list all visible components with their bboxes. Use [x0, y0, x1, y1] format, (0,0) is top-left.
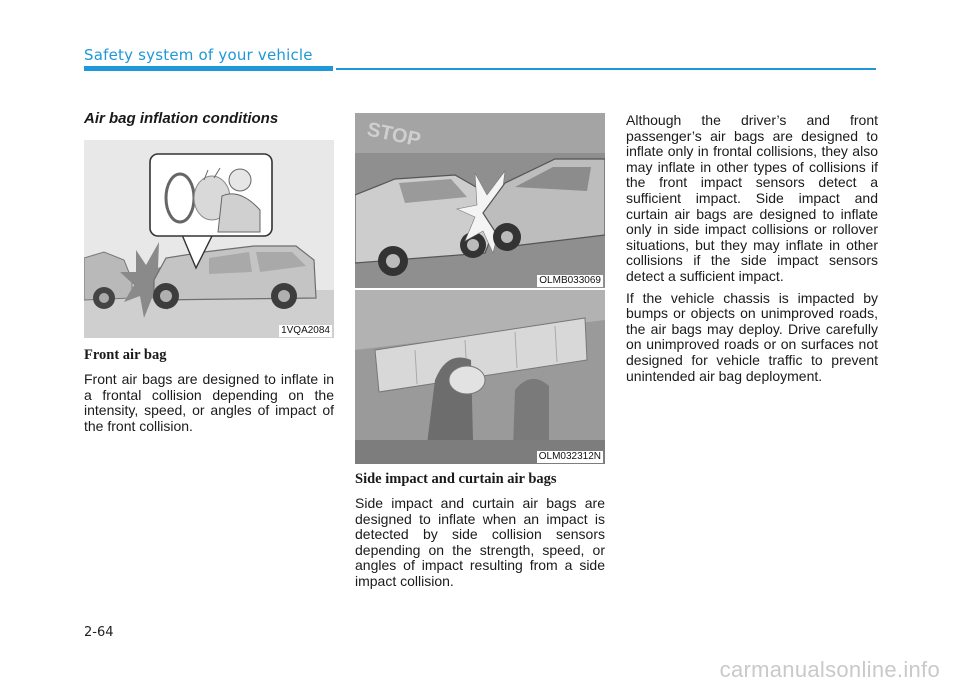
right-column [626, 113, 878, 384]
middle-column [355, 113, 605, 590]
page-number: 2-64 [84, 625, 114, 640]
curtain-airbag-illustration [355, 290, 605, 464]
figure-code-bottom: OLM032312N [538, 451, 601, 462]
right-paragraph-2: If the vehicle chassis is impacted by bumps or objects on unimproved roads, the air bags may deploy. Drive carefully on unimproved roads or on surfaces not designed for vehicle traffic to prevent unintended air bag deployment. [626, 289, 878, 384]
svg-text:STOP: STOP [365, 118, 423, 152]
front-collision-illustration [84, 140, 334, 338]
left-column [84, 110, 334, 434]
side-collision-figure [355, 113, 605, 288]
front-air-bag-text: Front air bags are designed to inflate in a frontal collision depending on the intensity, speed, or angles of impact of the front collision. [84, 371, 334, 434]
subheading-side-impact: Side impact and curtain air bags [355, 471, 557, 487]
figure-code: 1VQA2084 [281, 325, 330, 336]
header-rule-thick [84, 66, 333, 71]
side-collision-illustration [355, 113, 605, 288]
right-paragraph-1: Although the driver’s and front passenger’s air bags are designed to inflate only in frontal collisions, they also may inflate in other types of collisions if the front impact sensors detect a sufficient impact. Side impact and curtain air bags are designed to inflate only in side impact collisions or rollover situations, but they may inflate in other collisions if the side impact sensors detect a sufficient impact. [626, 112, 878, 284]
subheading-front-air-bag: Front air bag [84, 347, 167, 363]
section-header: Safety system of your vehicle [84, 46, 313, 64]
watermark: carmanualsonline.info [719, 657, 940, 682]
front-airbag-figure [84, 140, 334, 338]
header-rule-thin [336, 68, 876, 70]
side-impact-text: Side impact and curtain air bags are designed to inflate when an impact is detected by side collision sensors depending on the strength, speed, or angles of impact resulting from a side impact collision. [355, 495, 605, 589]
curtain-airbag-figure [355, 290, 605, 464]
section-title: Air bag inflation conditions [84, 110, 279, 127]
figure-code-top: OLMB033069 [539, 275, 601, 286]
